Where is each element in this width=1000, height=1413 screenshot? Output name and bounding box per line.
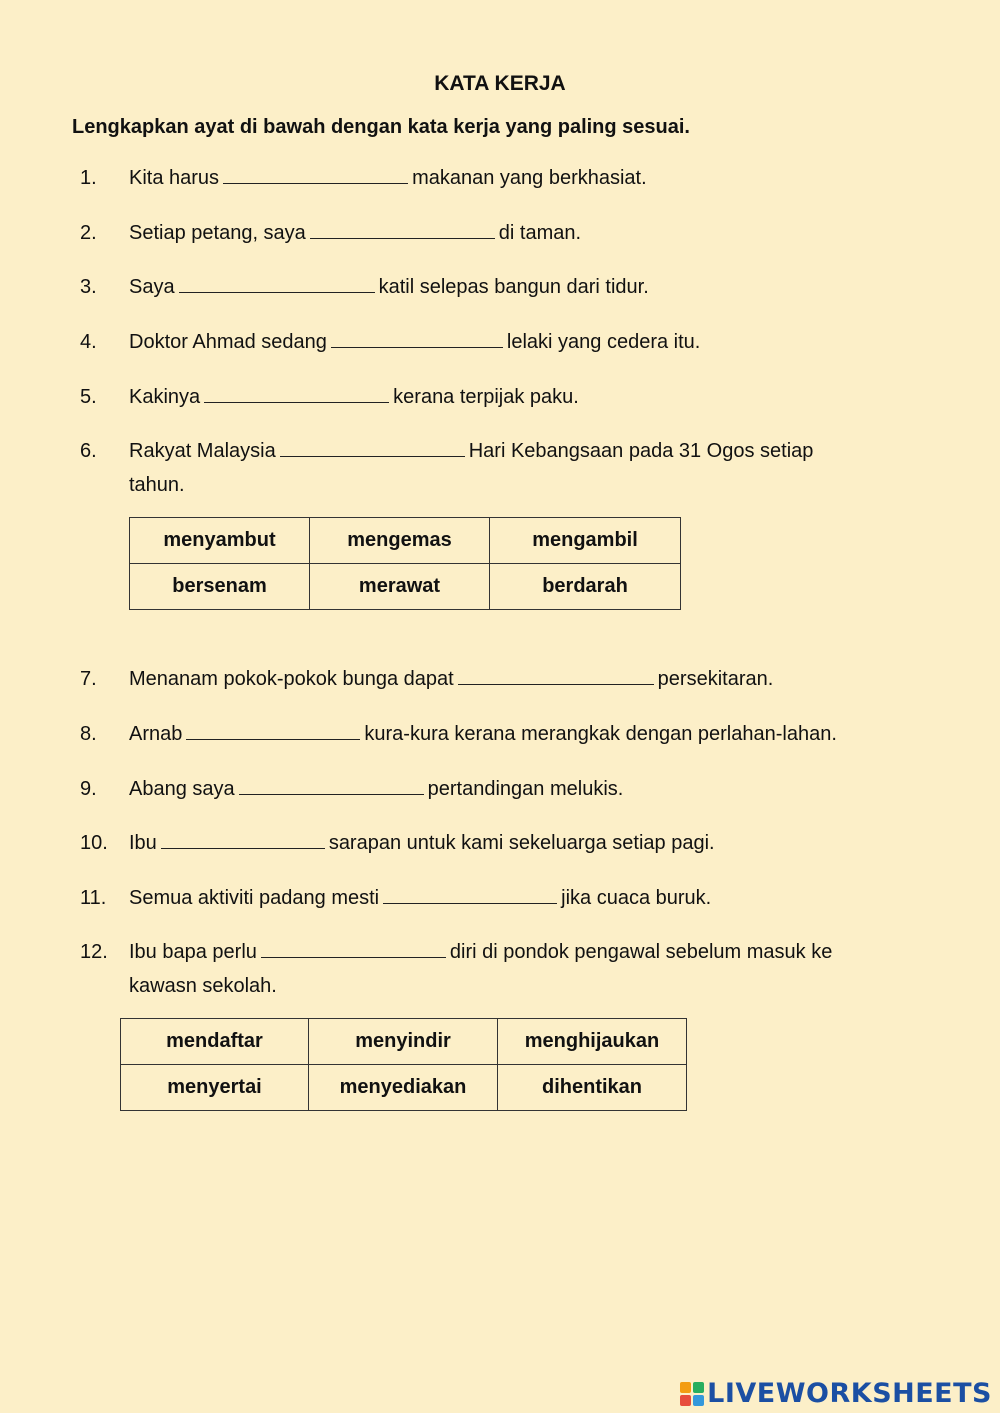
word-bank-cell[interactable]: menyediakan	[309, 1065, 498, 1111]
answer-blank[interactable]	[458, 662, 654, 685]
word-bank-cell[interactable]: bersenam	[130, 564, 310, 610]
answer-blank[interactable]	[204, 380, 389, 403]
question-text-before: Setiap petang, saya	[129, 222, 306, 244]
question-text-before: Ibu	[129, 832, 157, 854]
answer-blank[interactable]	[383, 881, 557, 904]
answer-blank[interactable]	[179, 270, 375, 293]
question-item	[80, 216, 920, 250]
question-item	[80, 380, 920, 414]
word-bank-table	[129, 517, 681, 610]
question-text-after: jika cuaca buruk.	[561, 887, 712, 909]
question-text-before: Arnab	[129, 723, 183, 745]
word-bank-cell[interactable]: merawat	[310, 564, 490, 610]
question-text-before: Abang saya	[129, 778, 235, 800]
question-text-after: diri di pondok pengawal sebelum masuk ke kawasn sekolah.	[129, 941, 833, 997]
question-number: 5.	[80, 386, 97, 408]
word-bank-cell[interactable]: menyertai	[121, 1065, 309, 1111]
question-number: 12.	[80, 941, 108, 963]
question-text-before: Ibu bapa perlu	[129, 941, 257, 963]
question-item	[80, 717, 920, 751]
question-item	[80, 935, 920, 1003]
question-item	[80, 434, 920, 502]
answer-blank[interactable]	[310, 216, 495, 239]
question-text-after: di taman.	[498, 222, 582, 244]
question-item	[80, 772, 920, 806]
logo-square	[680, 1382, 691, 1393]
worksheet-title: KATA KERJA	[434, 72, 566, 95]
question-text-before: Semua aktiviti padang mesti	[129, 887, 380, 909]
question-text-after: katil selepas bangun dari tidur.	[378, 276, 649, 298]
question-item	[80, 161, 920, 195]
question-number: 9.	[80, 778, 97, 800]
word-bank-cell[interactable]: dihentikan	[498, 1065, 687, 1111]
question-number: 4.	[80, 331, 97, 353]
question-text-before: Saya	[129, 276, 175, 298]
answer-blank[interactable]	[239, 772, 424, 795]
answer-blank[interactable]	[280, 434, 465, 457]
word-bank-table	[120, 1018, 687, 1111]
logo-square	[693, 1395, 704, 1406]
question-text-after: kura-kura kerana merangkak dengan perlahan-lahan.	[364, 723, 837, 745]
question-text-after: makanan yang berkhasiat.	[412, 167, 647, 189]
liveworksheets-brand[interactable]	[680, 1378, 992, 1409]
question-number: 6.	[80, 440, 97, 462]
liveworksheets-logo-icon	[680, 1382, 704, 1406]
question-number: 8.	[80, 723, 97, 745]
question-number: 11.	[80, 887, 107, 909]
question-number: 1.	[80, 167, 97, 189]
question-item	[80, 662, 920, 696]
question-text-before: Menanam pokok-pokok bunga dapat	[129, 668, 454, 690]
question-item	[80, 325, 920, 359]
question-number: 3.	[80, 276, 97, 298]
answer-blank[interactable]	[186, 717, 360, 740]
brand-name: LIVEWORKSHEETS	[707, 1378, 992, 1409]
question-text-before: Rakyat Malaysia	[129, 440, 276, 462]
answer-blank[interactable]	[261, 935, 446, 958]
question-number: 2.	[80, 222, 97, 244]
answer-blank[interactable]	[161, 826, 325, 849]
answer-blank[interactable]	[223, 161, 408, 184]
question-text-before: Doktor Ahmad sedang	[129, 331, 327, 353]
question-text-after: lelaki yang cedera itu.	[506, 331, 701, 353]
question-text-before: Kakinya	[129, 386, 201, 408]
question-number: 10.	[80, 832, 108, 854]
question-number: 7.	[80, 668, 97, 690]
answer-blank[interactable]	[331, 325, 503, 348]
instruction-text: Lengkapkan ayat di bawah dengan kata kerja yang paling sesuai.	[72, 116, 690, 138]
word-bank-cell[interactable]: menghijaukan	[498, 1019, 687, 1065]
word-bank-cell[interactable]: berdarah	[490, 564, 681, 610]
word-bank-cell[interactable]: mendaftar	[121, 1019, 309, 1065]
question-text-after: Hari Kebangsaan pada 31 Ogos setiap tahun.	[129, 440, 814, 496]
question-item	[80, 881, 920, 915]
question-item	[80, 826, 920, 860]
question-text-after: sarapan untuk kami sekeluarga setiap pagi.	[328, 832, 715, 854]
question-text-after: kerana terpijak paku.	[393, 386, 579, 408]
word-bank-cell[interactable]: mengambil	[490, 518, 681, 564]
logo-square	[680, 1395, 691, 1406]
word-bank-cell[interactable]: menyambut	[130, 518, 310, 564]
word-bank-cell[interactable]: mengemas	[310, 518, 490, 564]
word-bank-cell[interactable]: menyindir	[309, 1019, 498, 1065]
question-item	[80, 270, 920, 304]
logo-square	[693, 1382, 704, 1393]
question-text-before: Kita harus	[129, 167, 220, 189]
question-text-after: persekitaran.	[657, 668, 774, 690]
question-text-after: pertandingan melukis.	[427, 778, 624, 800]
